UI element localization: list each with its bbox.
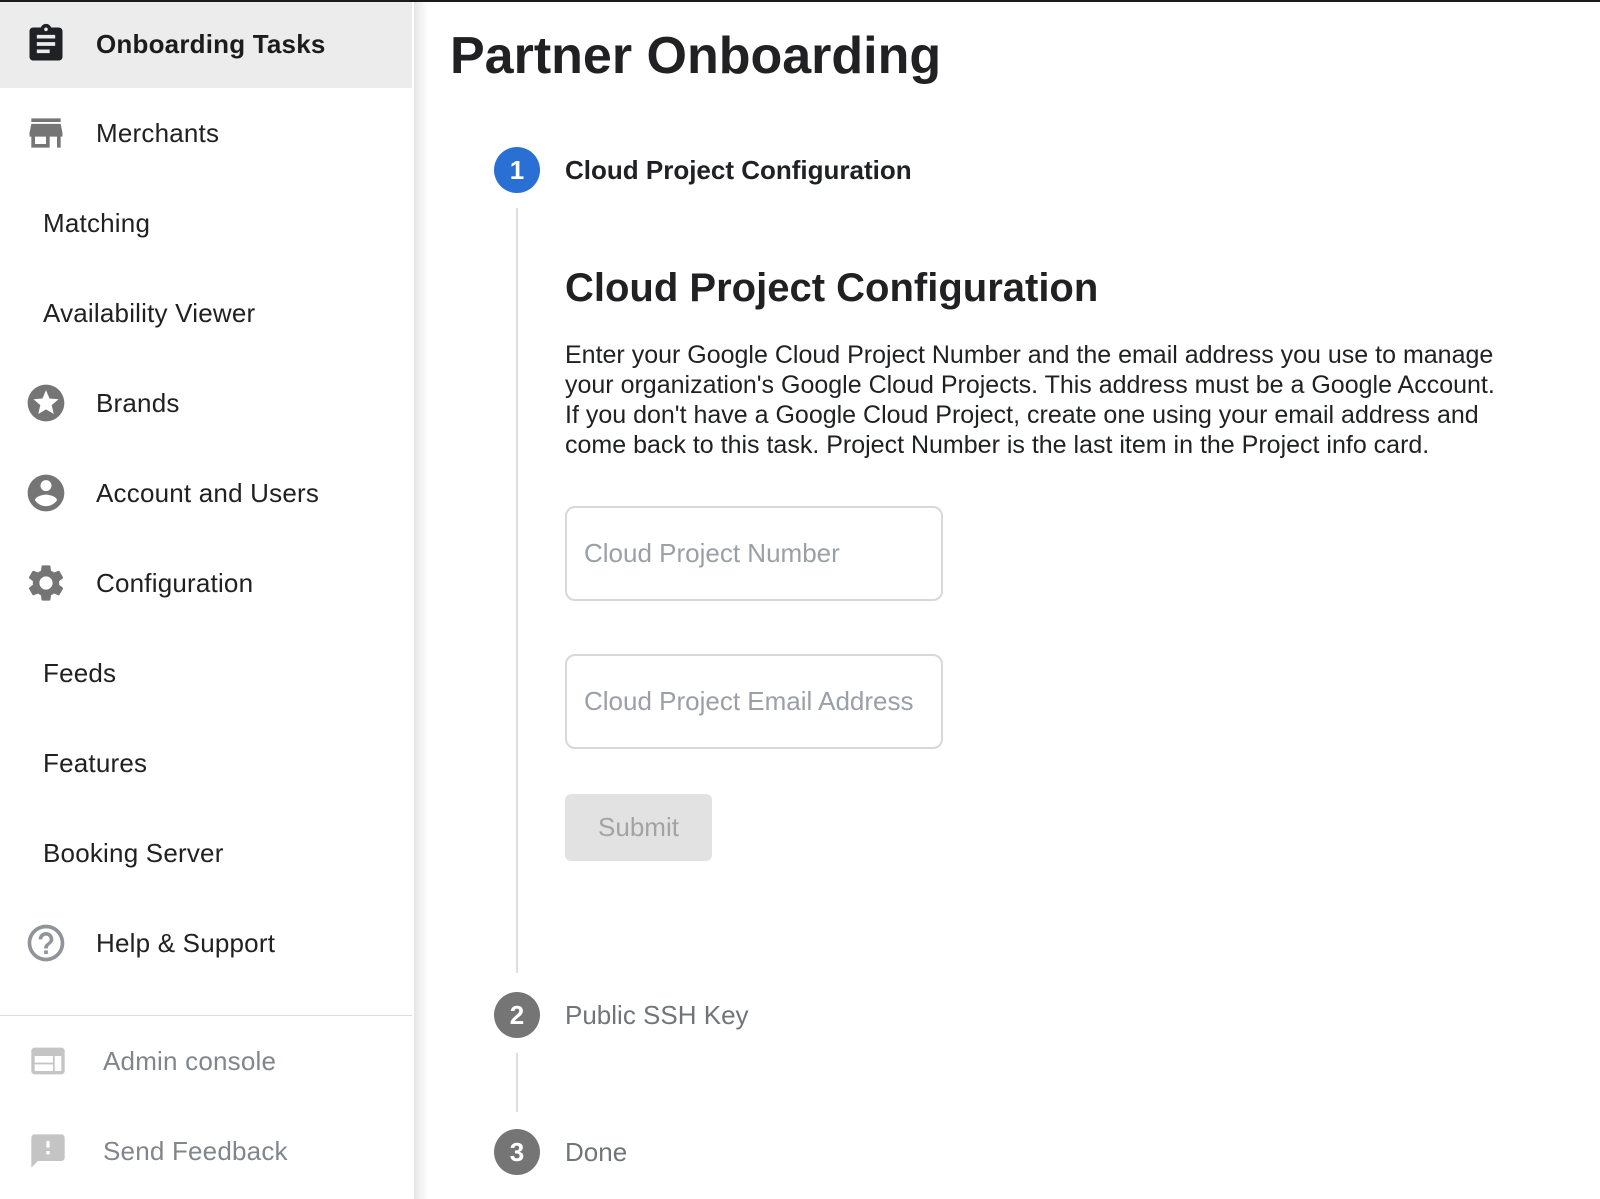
sidebar-item-feeds[interactable] (0, 628, 412, 718)
sidebar-item-onboarding-tasks[interactable] (0, 0, 412, 88)
star-circle-icon (23, 380, 69, 426)
sidebar-item-availability-viewer[interactable] (0, 268, 412, 358)
gear-icon (23, 560, 69, 606)
storefront-icon (23, 110, 69, 156)
step-1-label[interactable]: Cloud Project Configuration (565, 154, 912, 185)
step-2-circle (494, 992, 540, 1038)
page-title: Partner Onboarding (450, 27, 942, 85)
account-circle-icon (23, 470, 69, 516)
sidebar-item-label: Features (43, 747, 148, 778)
sidebar-item-merchants[interactable] (0, 88, 412, 178)
step-1-content (565, 264, 1500, 861)
sidebar-item-send-feedback[interactable] (0, 1106, 412, 1196)
step-1-heading: Cloud Project Configuration (565, 266, 1099, 310)
sidebar (0, 0, 412, 1199)
sidebar-item-label: Help & Support (96, 927, 276, 958)
sidebar-item-label: Brands (96, 387, 180, 418)
help-icon (23, 920, 69, 966)
sidebar-item-label: Feeds (43, 657, 117, 688)
admin-console-icon (28, 1041, 68, 1081)
sidebar-item-label: Configuration (96, 567, 254, 598)
sidebar-item-label: Admin console (103, 1045, 277, 1076)
step-1-description: Enter your Google Cloud Project Number and the email address you use to manage your organization's Google Cloud Projects. This address must be a Google Account. If you don't have a Google Cloud Project, create one using your email address and come back to this task. Project Number is the last item in the Project info card. (565, 341, 1495, 459)
main-content (412, 0, 1600, 1199)
sidebar-item-label: Matching (43, 207, 151, 238)
stepper-connector-1 (516, 208, 518, 973)
submit-button[interactable]: Submit (565, 794, 712, 861)
step-3-number: 3 (509, 1136, 525, 1167)
sidebar-item-configuration[interactable] (0, 538, 412, 628)
sidebar-item-matching[interactable] (0, 178, 412, 268)
step-2-number: 2 (509, 999, 525, 1030)
sidebar-item-label: Onboarding Tasks (96, 28, 326, 59)
sidebar-item-label: Merchants (96, 117, 220, 148)
window-top-border (0, 0, 1600, 2)
sidebar-item-admin-console[interactable] (0, 1016, 412, 1106)
cloud-project-number-input[interactable] (565, 506, 943, 601)
stepper-connector-2 (516, 1053, 518, 1112)
sidebar-item-features[interactable] (0, 718, 412, 808)
feedback-icon (28, 1131, 68, 1171)
sidebar-item-booking-server[interactable] (0, 808, 412, 898)
step-3-circle (494, 1129, 540, 1175)
sidebar-item-label: Booking Server (43, 837, 224, 868)
step-3-label[interactable]: Done (565, 1136, 628, 1167)
cloud-project-email-input[interactable] (565, 654, 943, 749)
sidebar-item-label: Send Feedback (103, 1135, 288, 1166)
sidebar-item-label: Availability Viewer (43, 297, 256, 328)
sidebar-item-brands[interactable] (0, 358, 412, 448)
step-2-label[interactable]: Public SSH Key (565, 999, 749, 1030)
sidebar-item-label: Account and Users (96, 477, 320, 508)
clipboard-icon (23, 21, 69, 67)
sidebar-item-account-and-users[interactable] (0, 448, 412, 538)
step-1-circle (494, 147, 540, 193)
sidebar-item-help-support[interactable] (0, 898, 412, 988)
step-1-number: 1 (509, 154, 525, 185)
